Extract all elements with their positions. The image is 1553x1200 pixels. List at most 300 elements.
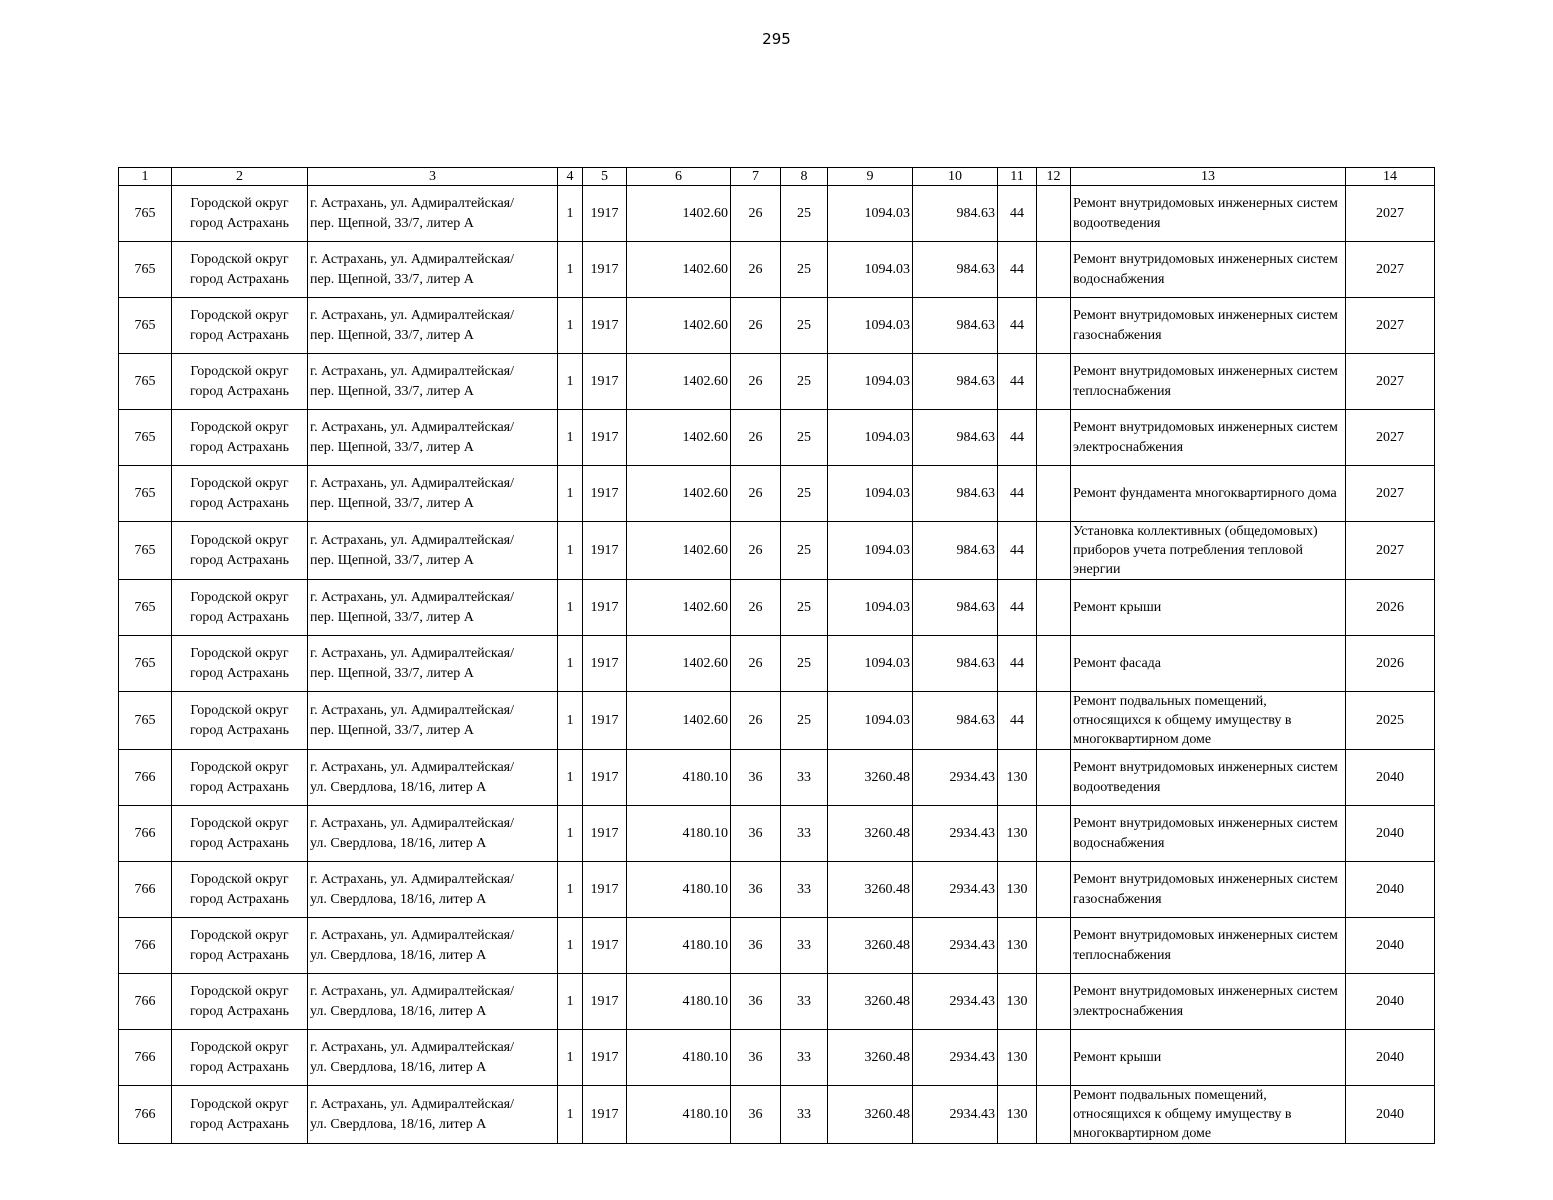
cell-municipality <box>172 186 308 242</box>
cell-col8: 25 <box>781 298 828 354</box>
column-header-10: 10 <box>913 168 998 186</box>
cell-col11: 130 <box>998 1030 1037 1086</box>
cell-col12 <box>1037 1086 1071 1144</box>
cell-col11: 130 <box>998 750 1037 806</box>
cell-col12 <box>1037 806 1071 862</box>
cell-col10: 984.63 <box>913 298 998 354</box>
cell-municipality <box>172 1086 308 1144</box>
cell-year-built: 1917 <box>583 1086 627 1144</box>
column-header-5: 5 <box>583 168 627 186</box>
cell-col7: 36 <box>731 750 781 806</box>
cell-work-type: Ремонт внутридомовых инженерных систем газоснабжения <box>1071 862 1346 918</box>
cell-col10: 984.63 <box>913 354 998 410</box>
cell-address-line-1: г. Астрахань, ул. Адмиралтейская/ <box>310 927 514 943</box>
cell-year: 2040 <box>1346 750 1435 806</box>
cell-work-type: Ремонт подвальных помещений, относящихся к общему имуществу в многоквартирном доме <box>1071 1086 1346 1144</box>
cell-col12 <box>1037 186 1071 242</box>
cell-number: 766 <box>119 806 172 862</box>
cell-municipality <box>172 750 308 806</box>
cell-municipality-line-1: Городской округ <box>190 363 289 379</box>
cell-total-area: 1402.60 <box>627 692 731 750</box>
cell-col7: 36 <box>731 806 781 862</box>
cell-municipality-line-1: Городской округ <box>190 1039 289 1055</box>
table-body <box>119 186 1435 1144</box>
table-row <box>119 1030 1435 1086</box>
table-row <box>119 1086 1435 1144</box>
cell-col8: 25 <box>781 354 828 410</box>
cell-address <box>308 750 558 806</box>
cell-year: 2027 <box>1346 242 1435 298</box>
cell-col10: 984.63 <box>913 410 998 466</box>
cell-address <box>308 522 558 580</box>
cell-work-type: Ремонт внутридомовых инженерных систем водоотведения <box>1071 750 1346 806</box>
cell-year-built: 1917 <box>583 636 627 692</box>
cell-address-line-1: г. Астрахань, ул. Адмиралтейская/ <box>310 1039 514 1055</box>
cell-address-line-2: пер. Щепной, 33/7, литер А <box>310 552 474 568</box>
cell-col4: 1 <box>558 806 583 862</box>
cell-municipality-line-1: Городской округ <box>190 475 289 491</box>
cell-total-area: 1402.60 <box>627 522 731 580</box>
cell-municipality-line-2: город Астрахань <box>190 722 289 738</box>
cell-col4: 1 <box>558 1030 583 1086</box>
cell-address <box>308 580 558 636</box>
cell-address <box>308 1086 558 1144</box>
table-row <box>119 242 1435 298</box>
cell-year: 2027 <box>1346 466 1435 522</box>
column-header-8: 8 <box>781 168 828 186</box>
cell-address <box>308 862 558 918</box>
cell-year: 2027 <box>1346 186 1435 242</box>
cell-col7: 26 <box>731 466 781 522</box>
cell-col11: 44 <box>998 692 1037 750</box>
cell-year-built: 1917 <box>583 974 627 1030</box>
cell-col11: 44 <box>998 522 1037 580</box>
cell-col10: 2934.43 <box>913 862 998 918</box>
cell-address-line-2: пер. Щепной, 33/7, литер А <box>310 609 474 625</box>
table-row <box>119 692 1435 750</box>
cell-work-type: Ремонт фундамента многоквартирного дома <box>1071 466 1346 522</box>
cell-address-line-2: ул. Свердлова, 18/16, литер А <box>310 835 487 851</box>
cell-year: 2026 <box>1346 636 1435 692</box>
cell-year-built: 1917 <box>583 522 627 580</box>
cell-address <box>308 692 558 750</box>
cell-municipality-line-2: город Астрахань <box>190 835 289 851</box>
cell-col4: 1 <box>558 410 583 466</box>
cell-address-line-1: г. Астрахань, ул. Адмиралтейская/ <box>310 195 514 211</box>
cell-municipality-line-2: город Астрахань <box>190 327 289 343</box>
cell-year-built: 1917 <box>583 466 627 522</box>
table-row <box>119 806 1435 862</box>
cell-col12 <box>1037 354 1071 410</box>
cell-work-type: Ремонт внутридомовых инженерных систем газоснабжения <box>1071 298 1346 354</box>
cell-col9: 1094.03 <box>828 580 913 636</box>
cell-number: 765 <box>119 410 172 466</box>
cell-year: 2027 <box>1346 522 1435 580</box>
cell-col4: 1 <box>558 692 583 750</box>
cell-municipality-line-1: Городской округ <box>190 532 289 548</box>
cell-number: 765 <box>119 298 172 354</box>
cell-year: 2040 <box>1346 974 1435 1030</box>
cell-address <box>308 354 558 410</box>
cell-col11: 130 <box>998 862 1037 918</box>
cell-address-line-2: ул. Свердлова, 18/16, литер А <box>310 779 487 795</box>
cell-address-line-1: г. Астрахань, ул. Адмиралтейская/ <box>310 645 514 661</box>
cell-address-line-1: г. Астрахань, ул. Адмиралтейская/ <box>310 363 514 379</box>
table-row <box>119 410 1435 466</box>
cell-municipality <box>172 242 308 298</box>
cell-col4: 1 <box>558 636 583 692</box>
cell-col7: 26 <box>731 354 781 410</box>
cell-col9: 1094.03 <box>828 410 913 466</box>
cell-col10: 984.63 <box>913 466 998 522</box>
cell-municipality <box>172 636 308 692</box>
cell-year: 2040 <box>1346 862 1435 918</box>
cell-municipality-line-2: город Астрахань <box>190 271 289 287</box>
column-header-2: 2 <box>172 168 308 186</box>
cell-number: 765 <box>119 692 172 750</box>
cell-col12 <box>1037 466 1071 522</box>
column-header-9: 9 <box>828 168 913 186</box>
cell-address <box>308 298 558 354</box>
cell-address <box>308 1030 558 1086</box>
cell-municipality-line-1: Городской округ <box>190 983 289 999</box>
cell-address <box>308 974 558 1030</box>
table-row <box>119 862 1435 918</box>
cell-col7: 36 <box>731 1086 781 1144</box>
cell-municipality-line-2: город Астрахань <box>190 891 289 907</box>
cell-work-type: Ремонт внутридомовых инженерных систем водоснабжения <box>1071 242 1346 298</box>
cell-address-line-2: ул. Свердлова, 18/16, литер А <box>310 1059 487 1075</box>
cell-work-type: Ремонт внутридомовых инженерных систем водоснабжения <box>1071 806 1346 862</box>
cell-municipality-line-2: город Астрахань <box>190 439 289 455</box>
cell-work-type: Установка коллективных (общедомовых) приборов учета потребления тепловой энергии <box>1071 522 1346 580</box>
cell-col7: 26 <box>731 242 781 298</box>
cell-municipality-line-1: Городской округ <box>190 645 289 661</box>
cell-col10: 984.63 <box>913 580 998 636</box>
table-row <box>119 466 1435 522</box>
cell-col9: 1094.03 <box>828 186 913 242</box>
cell-total-area: 1402.60 <box>627 298 731 354</box>
page-number: 295 <box>762 30 791 48</box>
cell-col8: 25 <box>781 466 828 522</box>
cell-col9: 3260.48 <box>828 1030 913 1086</box>
cell-municipality <box>172 1030 308 1086</box>
cell-year: 2027 <box>1346 354 1435 410</box>
cell-number: 765 <box>119 466 172 522</box>
cell-year-built: 1917 <box>583 862 627 918</box>
table-row <box>119 186 1435 242</box>
cell-total-area: 1402.60 <box>627 410 731 466</box>
cell-total-area: 4180.10 <box>627 1086 731 1144</box>
table-row <box>119 298 1435 354</box>
cell-address-line-1: г. Астрахань, ул. Адмиралтейская/ <box>310 983 514 999</box>
cell-col9: 3260.48 <box>828 862 913 918</box>
cell-col11: 44 <box>998 186 1037 242</box>
cell-col7: 26 <box>731 298 781 354</box>
cell-municipality <box>172 354 308 410</box>
cell-municipality-line-2: город Астрахань <box>190 495 289 511</box>
cell-municipality-line-2: город Астрахань <box>190 383 289 399</box>
cell-col10: 984.63 <box>913 186 998 242</box>
cell-col7: 26 <box>731 522 781 580</box>
cell-municipality-line-1: Городской округ <box>190 815 289 831</box>
cell-col10: 984.63 <box>913 636 998 692</box>
column-header-14: 14 <box>1346 168 1435 186</box>
cell-address-line-1: г. Астрахань, ул. Адмиралтейская/ <box>310 759 514 775</box>
cell-col4: 1 <box>558 1086 583 1144</box>
table-row <box>119 354 1435 410</box>
table-row <box>119 974 1435 1030</box>
cell-municipality <box>172 974 308 1030</box>
cell-year-built: 1917 <box>583 580 627 636</box>
cell-municipality <box>172 862 308 918</box>
cell-year-built: 1917 <box>583 242 627 298</box>
cell-col8: 25 <box>781 186 828 242</box>
cell-address-line-2: пер. Щепной, 33/7, литер А <box>310 383 474 399</box>
cell-address-line-2: ул. Свердлова, 18/16, литер А <box>310 947 487 963</box>
cell-address-line-2: ул. Свердлова, 18/16, литер А <box>310 1003 487 1019</box>
cell-col11: 44 <box>998 354 1037 410</box>
cell-col4: 1 <box>558 522 583 580</box>
cell-total-area: 1402.60 <box>627 242 731 298</box>
cell-year: 2026 <box>1346 580 1435 636</box>
cell-col9: 1094.03 <box>828 522 913 580</box>
cell-municipality-line-1: Городской округ <box>190 307 289 323</box>
cell-col4: 1 <box>558 242 583 298</box>
cell-col7: 26 <box>731 186 781 242</box>
cell-col11: 130 <box>998 806 1037 862</box>
cell-address <box>308 242 558 298</box>
cell-total-area: 1402.60 <box>627 466 731 522</box>
cell-col9: 1094.03 <box>828 298 913 354</box>
cell-address-line-2: пер. Щепной, 33/7, литер А <box>310 215 474 231</box>
cell-col11: 130 <box>998 974 1037 1030</box>
cell-number: 765 <box>119 186 172 242</box>
cell-address <box>308 918 558 974</box>
cell-address-line-2: пер. Щепной, 33/7, литер А <box>310 722 474 738</box>
cell-work-type: Ремонт фасада <box>1071 636 1346 692</box>
table-row <box>119 750 1435 806</box>
cell-municipality-line-1: Городской округ <box>190 759 289 775</box>
cell-address-line-1: г. Астрахань, ул. Адмиралтейская/ <box>310 815 514 831</box>
cell-col9: 3260.48 <box>828 918 913 974</box>
cell-col7: 26 <box>731 410 781 466</box>
cell-col9: 1094.03 <box>828 692 913 750</box>
cell-number: 765 <box>119 242 172 298</box>
cell-col12 <box>1037 862 1071 918</box>
cell-work-type: Ремонт внутридомовых инженерных систем теплоснабжения <box>1071 918 1346 974</box>
cell-col8: 25 <box>781 636 828 692</box>
cell-total-area: 1402.60 <box>627 636 731 692</box>
cell-year: 2027 <box>1346 298 1435 354</box>
cell-municipality <box>172 580 308 636</box>
cell-col9: 3260.48 <box>828 750 913 806</box>
cell-col8: 25 <box>781 580 828 636</box>
cell-municipality-line-2: город Астрахань <box>190 947 289 963</box>
cell-address-line-1: г. Астрахань, ул. Адмиралтейская/ <box>310 532 514 548</box>
column-header-7: 7 <box>731 168 781 186</box>
cell-col9: 3260.48 <box>828 1086 913 1144</box>
cell-municipality-line-1: Городской округ <box>190 251 289 267</box>
cell-col11: 130 <box>998 1086 1037 1144</box>
cell-col8: 25 <box>781 410 828 466</box>
cell-municipality-line-1: Городской округ <box>190 871 289 887</box>
cell-address-line-1: г. Астрахань, ул. Адмиралтейская/ <box>310 1096 514 1112</box>
cell-address-line-1: г. Астрахань, ул. Адмиралтейская/ <box>310 702 514 718</box>
cell-col12 <box>1037 750 1071 806</box>
cell-year-built: 1917 <box>583 806 627 862</box>
cell-col11: 44 <box>998 466 1037 522</box>
cell-total-area: 1402.60 <box>627 186 731 242</box>
cell-address-line-1: г. Астрахань, ул. Адмиралтейская/ <box>310 419 514 435</box>
cell-col10: 2934.43 <box>913 750 998 806</box>
cell-address <box>308 806 558 862</box>
cell-col8: 33 <box>781 806 828 862</box>
cell-address-line-1: г. Астрахань, ул. Адмиралтейская/ <box>310 475 514 491</box>
column-header-1: 1 <box>119 168 172 186</box>
cell-number: 766 <box>119 862 172 918</box>
cell-year-built: 1917 <box>583 298 627 354</box>
cell-number: 765 <box>119 636 172 692</box>
cell-col7: 26 <box>731 580 781 636</box>
cell-col10: 2934.43 <box>913 918 998 974</box>
cell-col10: 984.63 <box>913 692 998 750</box>
cell-col10: 984.63 <box>913 522 998 580</box>
cell-col8: 25 <box>781 692 828 750</box>
cell-total-area: 4180.10 <box>627 750 731 806</box>
cell-col4: 1 <box>558 974 583 1030</box>
cell-col12 <box>1037 636 1071 692</box>
cell-work-type: Ремонт внутридомовых инженерных систем теплоснабжения <box>1071 354 1346 410</box>
cell-year: 2040 <box>1346 1030 1435 1086</box>
cell-col12 <box>1037 298 1071 354</box>
cell-municipality-line-1: Городской округ <box>190 702 289 718</box>
cell-address <box>308 186 558 242</box>
cell-col9: 1094.03 <box>828 242 913 298</box>
cell-total-area: 1402.60 <box>627 580 731 636</box>
table-row <box>119 522 1435 580</box>
cell-col9: 3260.48 <box>828 806 913 862</box>
cell-col9: 1094.03 <box>828 466 913 522</box>
cell-address-line-1: г. Астрахань, ул. Адмиралтейская/ <box>310 251 514 267</box>
cell-municipality-line-1: Городской округ <box>190 1096 289 1112</box>
cell-col9: 3260.48 <box>828 974 913 1030</box>
cell-municipality-line-2: город Астрахань <box>190 552 289 568</box>
cell-municipality-line-2: город Астрахань <box>190 1059 289 1075</box>
cell-col11: 44 <box>998 636 1037 692</box>
cell-year-built: 1917 <box>583 186 627 242</box>
cell-col9: 1094.03 <box>828 636 913 692</box>
cell-municipality <box>172 298 308 354</box>
cell-number: 766 <box>119 1030 172 1086</box>
cell-municipality-line-1: Городской округ <box>190 195 289 211</box>
cell-number: 765 <box>119 354 172 410</box>
repair-schedule-table <box>118 167 1435 1144</box>
cell-total-area: 1402.60 <box>627 354 731 410</box>
cell-col4: 1 <box>558 298 583 354</box>
table-row <box>119 918 1435 974</box>
cell-col7: 36 <box>731 862 781 918</box>
cell-municipality <box>172 522 308 580</box>
cell-municipality <box>172 918 308 974</box>
cell-col10: 2934.43 <box>913 974 998 1030</box>
cell-year: 2027 <box>1346 410 1435 466</box>
cell-municipality-line-2: город Астрахань <box>190 1003 289 1019</box>
cell-municipality <box>172 466 308 522</box>
cell-col4: 1 <box>558 580 583 636</box>
cell-work-type: Ремонт подвальных помещений, относящихся к общему имуществу в многоквартирном доме <box>1071 692 1346 750</box>
cell-total-area: 4180.10 <box>627 974 731 1030</box>
cell-total-area: 4180.10 <box>627 1030 731 1086</box>
cell-municipality-line-1: Городской округ <box>190 927 289 943</box>
cell-address <box>308 410 558 466</box>
cell-address-line-1: г. Астрахань, ул. Адмиралтейская/ <box>310 871 514 887</box>
column-header-6: 6 <box>627 168 731 186</box>
cell-col11: 44 <box>998 298 1037 354</box>
cell-col8: 33 <box>781 862 828 918</box>
column-header-3: 3 <box>308 168 558 186</box>
cell-col4: 1 <box>558 186 583 242</box>
cell-municipality <box>172 410 308 466</box>
cell-col9: 1094.03 <box>828 354 913 410</box>
cell-col11: 44 <box>998 580 1037 636</box>
column-header-12: 12 <box>1037 168 1071 186</box>
cell-year-built: 1917 <box>583 692 627 750</box>
cell-col10: 2934.43 <box>913 1086 998 1144</box>
cell-col7: 36 <box>731 974 781 1030</box>
cell-address-line-2: пер. Щепной, 33/7, литер А <box>310 439 474 455</box>
cell-number: 765 <box>119 580 172 636</box>
cell-year: 2040 <box>1346 806 1435 862</box>
cell-address-line-2: пер. Щепной, 33/7, литер А <box>310 495 474 511</box>
cell-col12 <box>1037 692 1071 750</box>
cell-col11: 130 <box>998 918 1037 974</box>
table-row <box>119 580 1435 636</box>
cell-col7: 26 <box>731 636 781 692</box>
header-row <box>119 168 1435 186</box>
cell-col11: 44 <box>998 242 1037 298</box>
cell-year: 2040 <box>1346 918 1435 974</box>
cell-year: 2040 <box>1346 1086 1435 1144</box>
cell-municipality-line-1: Городской округ <box>190 419 289 435</box>
cell-col7: 36 <box>731 1030 781 1086</box>
cell-year-built: 1917 <box>583 410 627 466</box>
cell-total-area: 4180.10 <box>627 862 731 918</box>
cell-municipality-line-1: Городской округ <box>190 589 289 605</box>
cell-work-type: Ремонт внутридомовых инженерных систем водоотведения <box>1071 186 1346 242</box>
cell-municipality <box>172 806 308 862</box>
column-header-4: 4 <box>558 168 583 186</box>
cell-col10: 984.63 <box>913 242 998 298</box>
cell-col8: 33 <box>781 1030 828 1086</box>
cell-col7: 36 <box>731 918 781 974</box>
column-header-11: 11 <box>998 168 1037 186</box>
cell-col4: 1 <box>558 862 583 918</box>
cell-number: 766 <box>119 750 172 806</box>
cell-address-line-2: пер. Щепной, 33/7, литер А <box>310 271 474 287</box>
cell-municipality-line-2: город Астрахань <box>190 1116 289 1132</box>
cell-work-type: Ремонт внутридомовых инженерных систем электроснабжения <box>1071 410 1346 466</box>
cell-work-type: Ремонт крыши <box>1071 580 1346 636</box>
cell-col11: 44 <box>998 410 1037 466</box>
column-header-13: 13 <box>1071 168 1346 186</box>
cell-col10: 2934.43 <box>913 1030 998 1086</box>
cell-municipality-line-2: город Астрахань <box>190 215 289 231</box>
cell-col4: 1 <box>558 466 583 522</box>
cell-address <box>308 636 558 692</box>
cell-col12 <box>1037 242 1071 298</box>
cell-col10: 2934.43 <box>913 806 998 862</box>
